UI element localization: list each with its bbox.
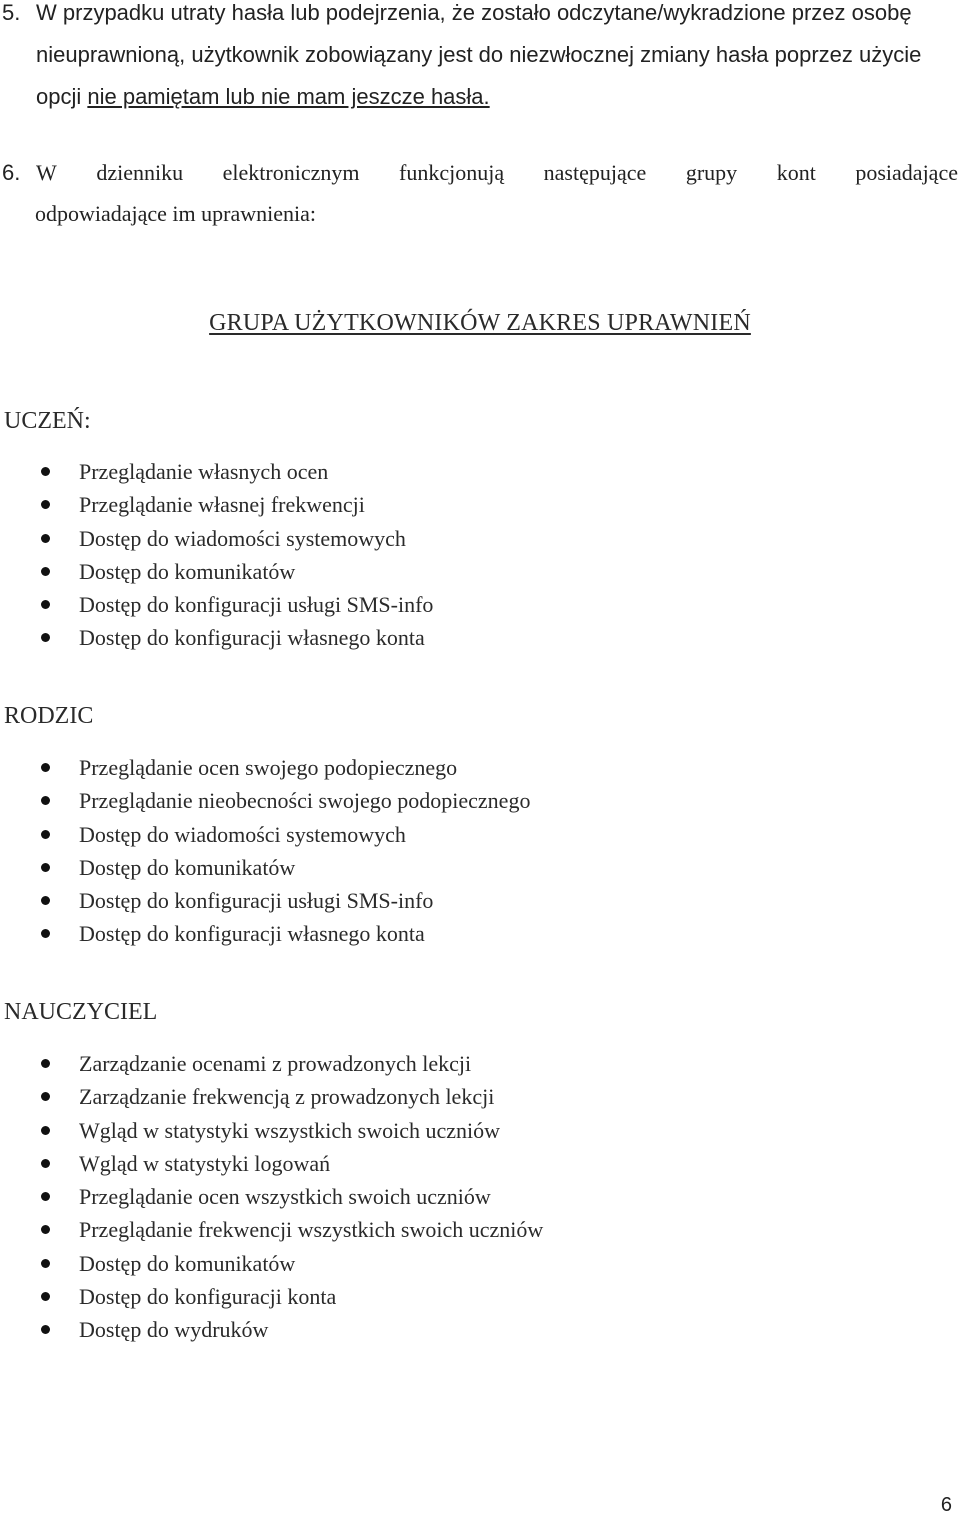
permission-list-item	[0, 1213, 543, 1246]
permission-text: Dostęp do wiadomości systemowych	[79, 525, 406, 551]
bullet-icon	[41, 633, 50, 642]
permission-list-item	[0, 1047, 543, 1080]
bullet-icon	[41, 830, 50, 839]
permission-list-item	[0, 1080, 543, 1113]
permission-list	[0, 455, 433, 655]
bullet-icon	[41, 1092, 50, 1101]
paragraph-6-word: grupy	[685, 160, 738, 185]
permission-list-item	[0, 522, 433, 555]
permission-text: Dostęp do komunikatów	[79, 558, 296, 584]
bullet-icon	[41, 1325, 50, 1334]
permission-list-item	[0, 884, 530, 917]
permissions-table-heading: GRUPA UŻYTKOWNIKÓW ZAKRES UPRAWNIEŃ	[209, 310, 751, 336]
paragraph-6-word: kont	[776, 160, 816, 185]
permission-text: Dostęp do wydruków	[79, 1317, 269, 1343]
bullet-icon	[41, 534, 50, 543]
permission-text: Dostęp do wiadomości systemowych	[79, 821, 406, 847]
permission-list-item	[0, 588, 433, 621]
permission-list-item	[0, 1247, 543, 1280]
paragraph-5-line-2: nieuprawnioną, użytkownik zobowiązany jest do niezwłocznej zmiany hasła poprzez użycie	[36, 42, 922, 67]
permission-text: Wgląd w statystyki wszystkich swoich uczniów	[79, 1117, 500, 1143]
bullet-icon	[41, 929, 50, 938]
bullet-icon	[41, 796, 50, 805]
paragraph-5-text-1: W przypadku utraty hasła lub podejrzenia, że zostało odczytane/wykradzione przez osobę	[36, 0, 912, 25]
paragraph-6-line-2: odpowiadające im uprawnienia:	[35, 201, 317, 226]
paragraph-5-number: 5.	[2, 0, 21, 25]
permission-list	[0, 751, 530, 951]
permission-list-item	[0, 784, 530, 817]
permission-text: Przeglądanie nieobecności swojego podopiecznego	[79, 788, 531, 814]
paragraph-6-word: posiadające	[855, 160, 958, 185]
section-title: NAUCZYCIEL	[4, 999, 158, 1025]
bullet-icon	[41, 467, 50, 476]
bullet-icon	[41, 567, 50, 576]
permission-list-item	[0, 1180, 543, 1213]
permission-text: Dostęp do komunikatów	[79, 854, 296, 880]
paragraph-5-line-3-prefix: opcji	[36, 84, 88, 109]
paragraph-6-word: dzienniku	[96, 160, 184, 185]
paragraph-6-word: funkcjonują	[399, 160, 505, 185]
bullet-icon	[41, 1292, 50, 1301]
permission-text: Zarządzanie ocenami z prowadzonych lekcji	[79, 1051, 472, 1076]
paragraph-6-line-1	[0, 160, 960, 186]
permission-text: Dostęp do konfiguracji konta	[79, 1284, 337, 1310]
paragraph-6-word: elektronicznym	[222, 160, 360, 185]
permission-text: Przeglądanie ocen swojego podopiecznego	[79, 755, 458, 780]
permission-list	[0, 1047, 543, 1347]
paragraph-5-line-3	[36, 84, 490, 110]
permission-list-item	[0, 851, 530, 884]
section-title: RODZIC	[4, 703, 94, 729]
bullet-icon	[41, 863, 50, 872]
paragraph-6-words	[36, 160, 960, 186]
permission-list-item	[0, 621, 433, 654]
permission-text: Przeglądanie frekwencji wszystkich swoich uczniów	[79, 1217, 544, 1243]
paragraph-6-word: następujące	[543, 160, 647, 185]
bullet-icon	[41, 896, 50, 905]
permission-text: Przeglądanie własnej frekwencji	[79, 492, 365, 518]
bullet-icon	[41, 1225, 50, 1234]
permission-text: Wgląd w statystyki logowań	[79, 1150, 331, 1176]
bullet-icon	[41, 1059, 50, 1068]
permission-text: Przeglądanie własnych ocen	[79, 459, 329, 484]
bullet-icon	[41, 600, 50, 609]
paragraph-6-number: 6.	[2, 160, 21, 185]
permission-text: Dostęp do konfiguracji usługi SMS-info	[79, 592, 434, 618]
permission-list-item	[0, 488, 433, 521]
permission-list-item	[0, 1114, 543, 1147]
forgot-password-link[interactable]: nie pamiętam lub nie mam jeszcze hasła.	[87, 84, 490, 109]
permission-list-item	[0, 1147, 543, 1180]
bullet-icon	[41, 1259, 50, 1268]
permission-list-item	[0, 751, 530, 784]
permission-text: Przeglądanie ocen wszystkich swoich uczniów	[79, 1184, 491, 1210]
bullet-icon	[41, 763, 50, 772]
permission-text: Dostęp do konfiguracji własnego konta	[79, 625, 425, 651]
permission-text: Dostęp do konfiguracji własnego konta	[79, 921, 425, 947]
bullet-icon	[41, 1159, 50, 1168]
permission-text: Dostęp do komunikatów	[79, 1250, 296, 1276]
permission-list-item	[0, 555, 433, 588]
paragraph-6-word: W	[36, 160, 57, 185]
permission-text: Dostęp do konfiguracji usługi SMS-info	[79, 888, 434, 914]
permission-text: Zarządzanie frekwencją z prowadzonych lekcji	[79, 1084, 495, 1110]
paragraph-5-line-1	[0, 0, 912, 26]
permission-list-item	[0, 818, 530, 851]
bullet-icon	[41, 1126, 50, 1135]
permission-list-item	[0, 455, 433, 488]
permission-list-item	[0, 1280, 543, 1313]
bullet-icon	[41, 1192, 50, 1201]
page-number: 6	[940, 1494, 952, 1516]
section-title: UCZEŃ:	[4, 408, 91, 434]
permission-list-item	[0, 917, 530, 950]
bullet-icon	[41, 500, 50, 509]
permission-list-item	[0, 1313, 543, 1346]
